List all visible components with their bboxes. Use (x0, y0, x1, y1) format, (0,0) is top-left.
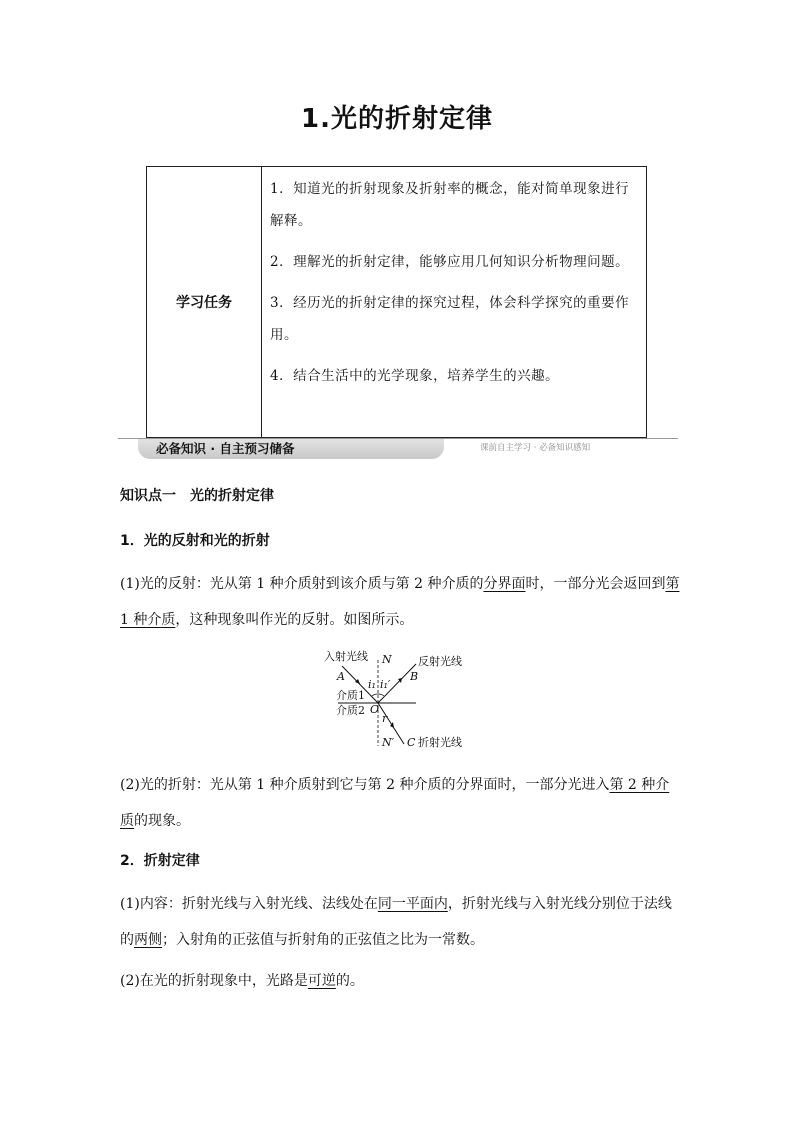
label-i1p: i₁′ (380, 678, 391, 691)
paragraph-reversibility (120, 963, 680, 999)
underlined-term: 两侧 (134, 932, 162, 948)
refraction-diagram (320, 650, 490, 752)
label-N-prime: N′ (382, 736, 395, 749)
task-item: 4．结合生活中的光学现象，培养学生的兴趣。 (270, 368, 560, 384)
angle-arc-i1 (372, 694, 378, 696)
label-refracted: 折射光线 (418, 736, 462, 749)
section-banner (118, 438, 678, 460)
underlined-term: 分界面 (483, 576, 526, 592)
underlined-term: 同一平面内 (377, 896, 448, 912)
label-i1: i₁ (368, 678, 376, 691)
task-item: 3．经历光的折射定律的探究过程，体会科学探究的重要作用。 (270, 295, 630, 343)
angle-arc-i1p (378, 694, 384, 696)
text: (1)光的反射：光从第 1 种介质射到该介质与第 2 种介质的 (120, 576, 484, 592)
label-r: r (382, 712, 388, 725)
text: ，这种现象叫作光的反射。如图所示。 (175, 612, 414, 628)
tasks-label: 学习任务 (147, 167, 262, 438)
paragraph-law-content (120, 886, 680, 958)
text: (2)在光的折射现象中，光路是 (120, 973, 308, 989)
label-medium1: 介质1 (336, 689, 365, 702)
label-reflected: 反射光线 (418, 655, 462, 668)
underlined-term: 可逆 (307, 973, 336, 989)
label-B: B (410, 670, 419, 683)
text: (2)光的折射：光从第 1 种介质射到它与第 2 种介质的分界面时，一部分光进入 (120, 777, 610, 793)
underlined-term: 第 1 种介质 (120, 576, 680, 628)
tasks-list (262, 167, 647, 438)
banner-note: 课前自主学习 · 必备知识感知 (480, 443, 591, 453)
label-incident: 入射光线 (324, 650, 368, 663)
text: 的现象。 (134, 813, 190, 829)
section-heading: 知识点一 光的折射定律 (120, 488, 274, 504)
task-item: 2．理解光的折射定律，能够应用几何知识分析物理问题。 (270, 254, 630, 270)
paragraph-reflection (120, 566, 680, 638)
underlined-term: 第 2 种介质 (120, 777, 670, 829)
label-C: C (407, 736, 416, 749)
subsection-heading-2: 2．折射定律 (120, 853, 200, 869)
page-title: 1.光的折射定律 (301, 104, 493, 134)
learning-tasks-table (146, 166, 647, 438)
paragraph-refraction (120, 767, 680, 839)
label-O: O (370, 703, 380, 716)
label-medium2: 介质2 (336, 704, 365, 717)
label-N: N (382, 653, 392, 666)
task-item: 1．知道光的折射现象及折射率的概念，能对简单现象进行解释。 (270, 181, 630, 229)
text: ；入射角的正弦值与折射角的正弦值之比为一常数。 (162, 932, 484, 948)
text: 时，一部分光会返回到 (525, 576, 666, 592)
label-A: A (337, 670, 345, 683)
subsection-heading-1: 1．光的反射和光的折射 (120, 533, 270, 549)
banner-label: 必备知识 · 自主预习储备 (138, 439, 444, 459)
text: (1)内容：折射光线与入射光线、法线处在 (120, 896, 378, 912)
text: ，折射光线与入射光线分别位于法线的 (120, 896, 672, 948)
text: 的。 (335, 973, 364, 989)
